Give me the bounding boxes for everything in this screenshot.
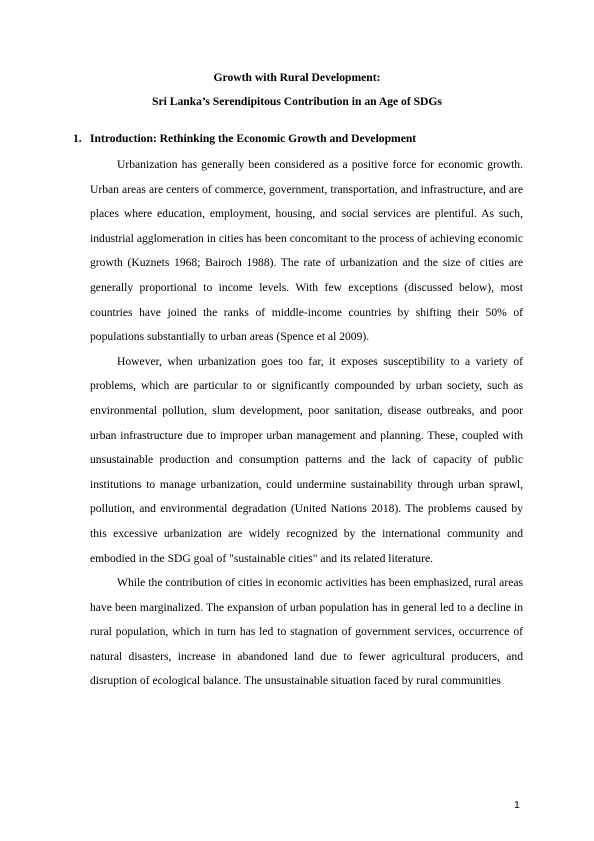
title-line-2: Sri Lanka’s Serendipitous Contribution in an Age of SDGs	[152, 95, 442, 108]
section-number: 1.	[73, 132, 82, 145]
section-heading	[73, 132, 416, 146]
title-line-1: Growth with Rural Development:	[213, 71, 381, 84]
paragraph-2: However, when urbanization goes too far, it exposes susceptibility to a variety of problems, which are particular to or significantly compounded by urban society, such as environmental pollution, slum development, poor sanitation, disease outbreaks, and poor urban infrastructure due to improper urban management and planning. These, coupled with unsustainable production and consumption patterns and the lack of capacity of public institutions to manage urbanization, could undermine sustainability through urban sprawl, pollution, and environmental degradation (United Nations 2018). The problems caused by this excessive urbanization are widely recognized by the international community and embodied in the SDG goal of "sustainable cities" and its related literature.	[90, 354, 523, 565]
paragraph-3: While the contribution of cities in economic activities has been emphasized, rural areas have been marginalized. The expansion of urban population has in general led to a decline in rural population, which in turn has led to stagnation of government services, occurrence of natural disasters, increase in abandoned land due to fewer agricultural producers, and disruption of ecological balance. The unsustainable situation faced by rural communities	[90, 576, 523, 688]
section-title: Introduction: Rethinking the Economic Growth and Development	[90, 132, 417, 145]
paragraph-1: Urbanization has generally been considered as a positive force for economic growth. Urban areas are centers of commerce, government, transportation, and infrastructure, and are places where education, employment, housing, and social services are plentiful. As such, industrial agglomeration in cities has been concomitant to the process of achieving economic growth (Kuznets 1968; Bairoch 1988). The rate of urbanization and the size of cities are generally proportional to income levels. With few exceptions (discussed below), most countries have joined the ranks of middle-income countries by shifting their 50% of populations substantially to urban areas (Spence et al 2009).	[90, 158, 523, 344]
body-text	[90, 153, 523, 694]
page-number: 1	[514, 799, 520, 811]
